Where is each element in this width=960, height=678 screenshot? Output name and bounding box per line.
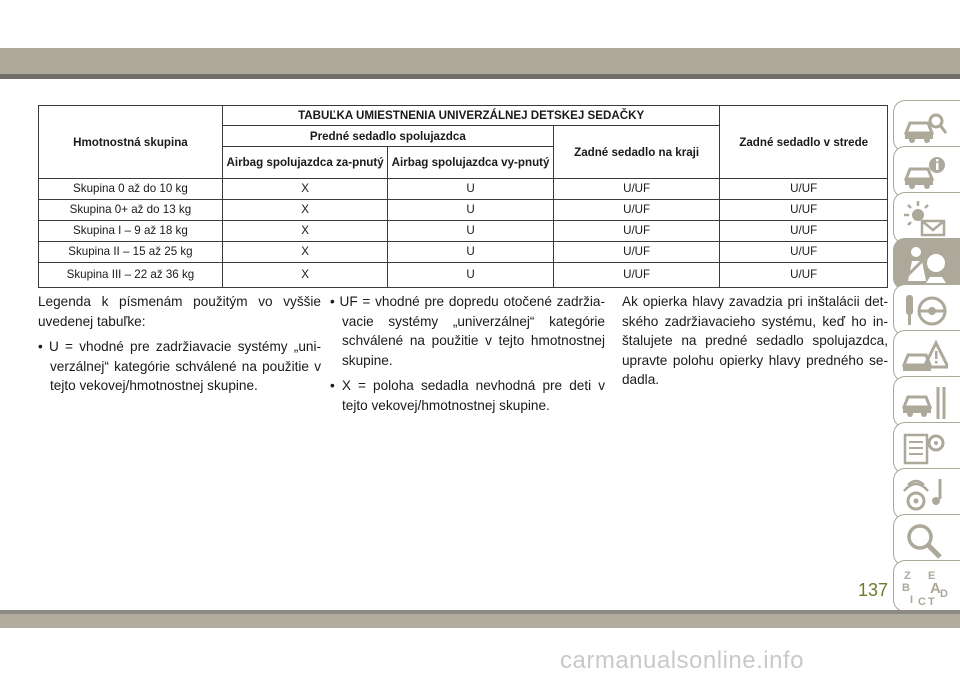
svg-text:Z: Z [904,570,911,582]
cell-rear-middle: U/UF [720,179,888,200]
table-row [39,200,888,221]
legend-intro: Legenda k písmenám použitým vo vyššie uvedenej tabuľke: [38,294,321,329]
cell-rear-side: U/UF [553,200,720,221]
chapter-tab-3[interactable] [893,192,960,244]
col-rear-middle: Zadné sedadlo v strede [720,106,888,179]
cell-airbag-off: U [388,179,553,200]
cell-rear-middle: U/UF [720,221,888,242]
chapter-tab-10[interactable] [893,514,960,566]
col-weight-group: Hmotnostná skupina [39,106,223,179]
chapter-tab-9[interactable] [893,468,960,520]
cell-rear-middle: U/UF [720,242,888,263]
cell-rear-side: U/UF [553,179,720,200]
cell-rear-side: U/UF [553,263,720,288]
text-column-1 [38,292,321,402]
cell-airbag-on: X [222,242,387,263]
legend-item-uf: • UF = vhodné pre dopredu otočené zadržia-vacie systémy „univerzálnej“ kategórie schválené na použitie v tejto hmotnostnej skupine. [330,294,605,368]
chapter-tab-2[interactable] [893,146,960,198]
watermark-text: carmanualsonline.info [560,647,804,674]
car-service-icon [902,383,948,423]
text-column-3 [622,292,888,396]
chapter-tab-11[interactable] [893,560,960,612]
cell-rear-side: U/UF [553,221,720,242]
svg-text:A: A [930,580,941,597]
car-search-icon [902,107,948,147]
cell-airbag-off: U [388,242,553,263]
cell-group: Skupina I – 9 až 18 kg [39,221,223,242]
chapter-tab-5[interactable] [893,284,960,336]
chapter-tab-7[interactable] [893,376,960,428]
cell-airbag-on: X [222,263,387,288]
cell-group: Skupina 0 až do 10 kg [39,179,223,200]
car-hazard-icon [902,337,948,377]
key-steering-wheel-icon [902,291,948,331]
col-front-seat: Predné sedadlo spolujazdca [222,126,553,147]
chapter-tab-1[interactable] [893,100,960,152]
cell-rear-middle: U/UF [720,263,888,288]
page-number: 137 [858,580,889,600]
svg-text:E: E [928,570,936,582]
table-row [39,179,888,200]
table-title: TABUĽKA UMIESTNENIA UNIVERZÁLNEJ DETSKEJ SEDAČKY [222,106,720,126]
table-row [39,242,888,263]
top-decor-line [0,74,960,79]
child-seat-table [38,105,888,288]
legend-item-x: • X = poloha sedadla nevhodná pre deti v tejto vekovej/hmotnostnej skupine. [330,378,605,413]
svg-text:D: D [940,588,948,600]
cell-rear-side: U/UF [553,242,720,263]
specifications-gear-icon [902,429,948,469]
svg-text:T: T [928,596,935,607]
svg-text:B: B [902,582,910,594]
chapter-tab-4-active[interactable] [893,238,960,290]
col-airbag-on: Airbag spolujazdca za-pnutý [222,147,387,179]
seatbelt-airbag-icon [902,245,948,285]
cell-airbag-off: U [388,221,553,242]
table-row [39,221,888,242]
cell-airbag-on: X [222,200,387,221]
bottom-decor-band [0,614,960,628]
multimedia-music-icon [902,475,948,515]
cell-airbag-on: X [222,221,387,242]
svg-text:I: I [910,594,914,606]
cell-group: Skupina III – 22 až 36 kg [39,263,223,288]
warning-light-mail-icon [902,199,948,239]
legend-item-u: • U = vhodné pre zadržiavacie systémy „uni-verzálnej“ kategórie schválené na použitie v tejto vekovej/hmotnostnej skupine. [38,339,321,393]
top-decor-band [0,48,960,74]
cell-airbag-off: U [388,200,553,221]
search-magnifier-icon [902,521,948,561]
car-info-icon [902,153,948,193]
table-row [39,263,888,288]
cell-airbag-on: X [222,179,387,200]
chapter-tab-6[interactable] [893,330,960,382]
cell-rear-middle: U/UF [720,200,888,221]
cell-group: Skupina 0+ až do 13 kg [39,200,223,221]
col-airbag-off: Airbag spolujazdca vy-pnutý [388,147,553,179]
text-column-2 [330,292,605,421]
svg-text:C: C [918,596,926,607]
cell-group: Skupina II – 15 až 25 kg [39,242,223,263]
chapter-tab-8[interactable] [893,422,960,474]
col-rear-side: Zadné sedadlo na kraji [553,126,720,179]
cell-airbag-off: U [388,263,553,288]
alphabet-index-icon [902,567,948,607]
headrest-note: Ak opierka hlavy zavadzia pri inštalácii det-ského zadržiavacieho systému, keď ho in-štalujete na predné sedadlo spolujazdca, upravte polohu opierky hlavy predného se-dadla. [622,294,888,387]
